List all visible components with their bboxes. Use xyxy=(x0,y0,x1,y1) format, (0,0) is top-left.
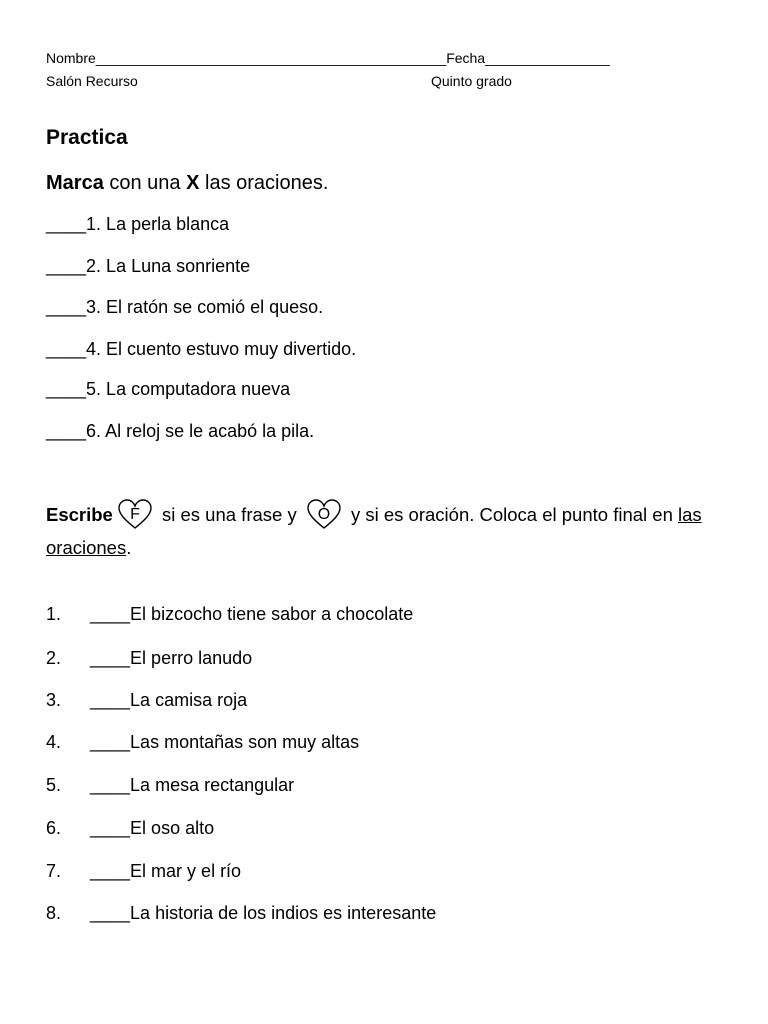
list-item: 4. ____Las montañas son muy altas xyxy=(46,732,360,752)
page-title: Practica xyxy=(46,126,128,149)
list-item: 8. ____La historia de los indios es interesante xyxy=(46,903,437,923)
instruction-2 xyxy=(46,499,736,564)
fecha-blank: ________________ xyxy=(485,50,610,66)
nombre-blank: _____________________________________________ xyxy=(95,50,447,66)
instr-period: . xyxy=(126,537,132,559)
instr-mid: con una xyxy=(103,172,187,194)
list-item: 7. ____El mar y el río xyxy=(46,861,242,881)
heart-o-letter: O xyxy=(317,506,331,524)
list-item: 1. ____El bizcocho tiene sabor a chocolate xyxy=(46,604,414,624)
instr-mid2: y si es oración. Coloca el punto final en xyxy=(345,504,679,525)
list-item: ____1. La perla blanca xyxy=(46,214,230,234)
list-item: 3. ____La camisa roja xyxy=(46,690,248,710)
list-item: ____2. La Luna sonriente xyxy=(46,256,251,276)
salon-label: Salón Recurso xyxy=(46,73,138,89)
list-item: ____6. Al reloj se le acabó la pila. xyxy=(46,421,315,441)
instruction-1 xyxy=(46,172,328,195)
list-item: 5. ____La mesa rectangular xyxy=(46,775,295,795)
fecha-label: Fecha xyxy=(446,50,486,66)
instr-mid1: si es una frase y xyxy=(156,504,302,525)
instr-x: X xyxy=(186,172,200,194)
heart-f-letter: F xyxy=(129,506,140,524)
nombre-row xyxy=(46,50,610,66)
heart-o-icon xyxy=(306,498,342,530)
list-item: 2. ____El perro lanudo xyxy=(46,648,253,668)
grado-label: Quinto grado xyxy=(431,73,512,89)
instr-underlined: las oraciones xyxy=(46,504,702,559)
list-item: ____3. El ratón se comió el queso. xyxy=(46,297,324,317)
instr-marca: Marca xyxy=(46,172,104,194)
list-item: ____4. El cuento estuvo muy divertido. xyxy=(46,339,357,359)
nombre-label: Nombre xyxy=(46,50,96,66)
heart-f-icon xyxy=(117,498,153,530)
list-item: ____5. La computadora nueva xyxy=(46,379,291,399)
instr-end: las oraciones. xyxy=(199,172,329,194)
list-item: 6. ____El oso alto xyxy=(46,818,215,838)
instr-escribe: Escribe xyxy=(46,504,113,525)
